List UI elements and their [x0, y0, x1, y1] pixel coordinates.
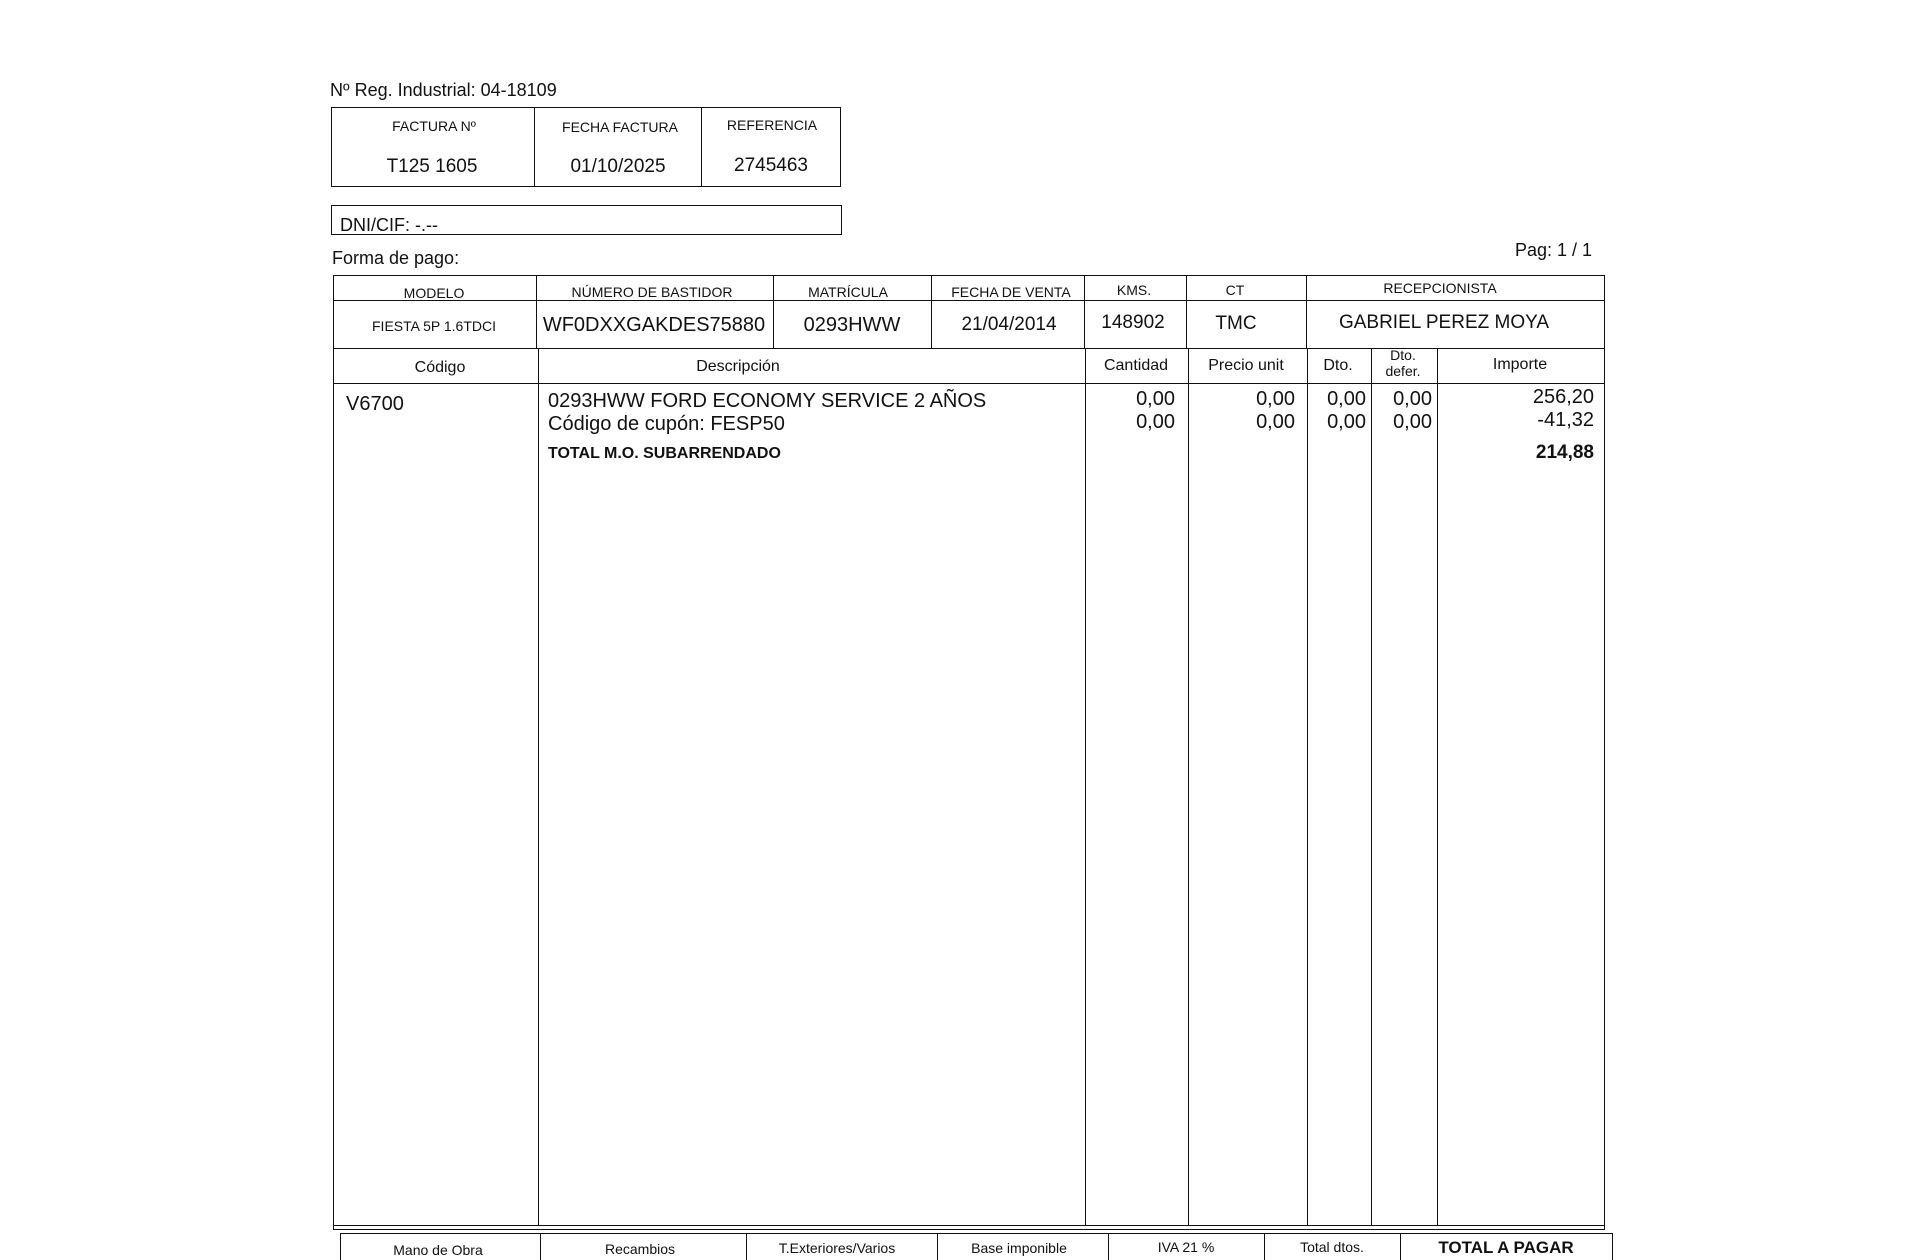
- ct-label: CT: [1225, 282, 1245, 298]
- row-2-descripcion: Código de cupón: FESP50: [548, 413, 785, 435]
- col-descripcion: Descripción: [696, 358, 780, 375]
- row-2-importe: -41,32: [1537, 409, 1594, 431]
- fecha-venta-value: 21/04/2014: [961, 314, 1057, 335]
- referencia-value: 2745463: [734, 155, 808, 176]
- factura-number: T125 1605: [386, 156, 478, 177]
- footer-iva: IVA 21 %: [1157, 1239, 1215, 1255]
- recepcionista-value: GABRIEL PEREZ MOYA: [1338, 312, 1550, 333]
- dni-label: DNI/CIF: -.--: [340, 215, 438, 235]
- total-mo-label: TOTAL M.O. SUBARRENDADO: [548, 445, 781, 462]
- row-1-descripcion: 0293HWW FORD ECONOMY SERVICE 2 AÑOS: [548, 390, 987, 412]
- footer-exteriores: T.Exteriores/Varios: [778, 1240, 896, 1256]
- row-1-precio: 0,00: [1256, 388, 1295, 410]
- col-codigo: Código: [414, 359, 466, 376]
- col-importe: Importe: [1492, 356, 1548, 373]
- total-mo-value: 214,88: [1535, 442, 1594, 463]
- recepcionista-label: RECEPCIONISTA: [1383, 280, 1497, 296]
- matricula-value: 0293HWW: [803, 314, 901, 336]
- fecha-venta-label: FECHA DE VENTA: [951, 284, 1071, 300]
- footer-base-imponible: Base imponible: [971, 1240, 1067, 1256]
- reg-industrial: Nº Reg. Industrial: 04-18109: [330, 80, 557, 100]
- kms-value: 148902: [1101, 312, 1165, 333]
- row-2-dto: 0,00: [1327, 411, 1366, 433]
- row-1-cantidad: 0,00: [1136, 388, 1175, 410]
- row-1-dto: 0,00: [1327, 388, 1366, 410]
- footer-recambios: Recambios: [604, 1241, 676, 1257]
- referencia-label: REFERENCIA: [726, 117, 818, 133]
- row-2-precio: 0,00: [1256, 411, 1295, 433]
- col-dto-defer-2: defer.: [1385, 363, 1421, 379]
- modelo-label: MODELO: [403, 285, 465, 301]
- factura-label: FACTURA Nº: [392, 118, 476, 134]
- modelo-value: FIESTA 5P 1.6TDCI: [372, 318, 496, 334]
- col-cantidad: Cantidad: [1103, 357, 1169, 374]
- footer-total-pagar: TOTAL A PAGAR: [1438, 1238, 1574, 1257]
- row-2-cantidad: 0,00: [1136, 411, 1175, 433]
- col-precio: Precio unit: [1208, 357, 1284, 374]
- col-dto-defer-1: Dto.: [1390, 347, 1416, 363]
- bastidor-value: WF0DXXGAKDES75880: [542, 314, 766, 336]
- row-1-dto-defer: 0,00: [1393, 388, 1432, 410]
- footer-total-dtos: Total dtos.: [1300, 1239, 1364, 1255]
- col-dto: Dto.: [1323, 357, 1353, 374]
- fecha-factura-value: 01/10/2025: [570, 156, 666, 177]
- kms-label: KMS.: [1116, 282, 1152, 298]
- row-2-dto-defer: 0,00: [1393, 411, 1432, 433]
- fecha-factura-label: FECHA FACTURA: [562, 119, 678, 135]
- footer-mano-obra: Mano de Obra: [393, 1242, 483, 1258]
- forma-pago-label: Forma de pago:: [332, 248, 460, 268]
- bastidor-label: NÚMERO DE BASTIDOR: [571, 284, 733, 300]
- row-1-importe: 256,20: [1532, 386, 1594, 408]
- ct-value: TMC: [1215, 313, 1257, 334]
- page-number: Pag: 1 / 1: [1514, 240, 1592, 260]
- matricula-label: MATRÍCULA: [808, 284, 888, 300]
- line-codigo: V6700: [346, 393, 404, 415]
